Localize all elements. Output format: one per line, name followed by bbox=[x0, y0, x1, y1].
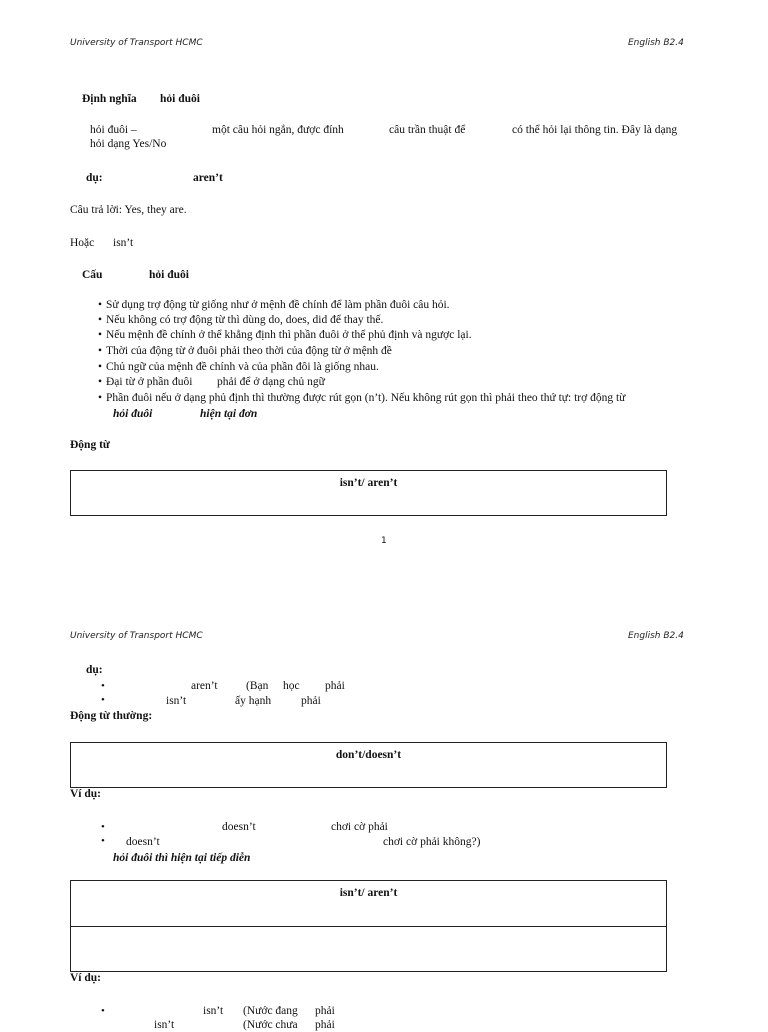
subheading-b: hiện tại đơn bbox=[200, 408, 258, 420]
example4-a: doesn’t bbox=[126, 836, 160, 848]
formula-box-text: don’t/doesn’t bbox=[335, 749, 402, 761]
rule-item: • Phần đuôi nếu ở dạng phủ định thì thường được rút gọn (n’t). Nếu không rút gọn thì phải theo thứ tự: trợ động từ bbox=[106, 391, 625, 405]
rule-item: • Thời của động từ ở đuôi phải theo thời của động từ ở mệnh đề bbox=[106, 344, 392, 358]
example1-b: (Bạn bbox=[246, 680, 269, 692]
rule-item: • Nếu không có trợ động từ thì dùng do, does, did để thay thế. bbox=[106, 313, 383, 327]
bullet: • bbox=[101, 680, 105, 692]
formula-box-text: isn’t/ aren’t bbox=[339, 477, 398, 489]
example2-a: isn’t bbox=[166, 695, 187, 707]
example3-b: chơi cờ phải bbox=[331, 821, 388, 833]
example2-c: phải bbox=[301, 695, 321, 707]
example1-c: học bbox=[283, 680, 300, 692]
definition-line1-d: có thể hỏi lại thông tin. Đây là dạng bbox=[512, 124, 678, 136]
definition-line1-c: câu trần thuật để bbox=[389, 124, 466, 136]
definition-heading-b: hỏi đuôi bbox=[160, 93, 200, 105]
definition-heading-a: Định nghĩa bbox=[82, 93, 137, 105]
formula-box bbox=[70, 470, 667, 516]
example5-b: (Nước đang bbox=[243, 1005, 298, 1017]
bullet: • bbox=[101, 821, 105, 833]
bullet: • bbox=[101, 835, 105, 847]
formula-box bbox=[70, 742, 667, 788]
formula-table bbox=[70, 880, 667, 972]
rule-item: • Sử dụng trợ động từ giống như ở mệnh đề chính để làm phần đuôi câu hỏi. bbox=[106, 298, 450, 312]
definition-line1-a: hỏi đuôi – bbox=[90, 124, 137, 136]
header-right: English B2.4 bbox=[628, 631, 684, 641]
rule-item: • Nếu mệnh đề chính ở thể khẳng định thì phần đuôi ở thể phủ định và ngược lại. bbox=[106, 328, 472, 342]
table-divider bbox=[71, 926, 666, 927]
example2-b: ấy hạnh bbox=[235, 695, 272, 707]
or-isnt: isn’t bbox=[113, 237, 134, 249]
structure-heading-a: Cấu bbox=[82, 269, 103, 281]
example6-b: (Nước chưa bbox=[243, 1019, 298, 1031]
example-label: dụ: bbox=[86, 172, 103, 184]
example-label: Ví dụ: bbox=[70, 972, 101, 984]
structure-heading-b: hỏi đuôi bbox=[149, 269, 189, 281]
definition-line2: hỏi dạng Yes/No bbox=[90, 138, 167, 150]
example-label: Ví dụ: bbox=[70, 788, 101, 800]
example1-a: aren’t bbox=[191, 680, 218, 692]
formula-table-text: isn’t/ aren’t bbox=[339, 887, 398, 899]
continuous-heading: hỏi đuôi thì hiện tại tiếp diễn bbox=[113, 852, 251, 864]
rule-item-6a: • Đại từ ở phần đuôi bbox=[106, 375, 192, 389]
example4-b: chơi cờ phải không?) bbox=[383, 836, 481, 848]
rule-item-6b: phải để ở dạng chủ ngữ bbox=[217, 376, 325, 388]
example-arent: aren’t bbox=[193, 172, 223, 184]
verb-heading: Động từ bbox=[70, 439, 110, 451]
ordinary-verb-heading: Động từ thường: bbox=[70, 710, 153, 722]
or-label: Hoặc bbox=[70, 237, 95, 249]
rule-item: • Chủ ngữ của mệnh đề chính và của phần đôi là giống nhau. bbox=[106, 360, 379, 374]
example3-a: doesn’t bbox=[222, 821, 256, 833]
example-label: dụ: bbox=[86, 664, 103, 676]
example6-c: phải bbox=[315, 1019, 335, 1031]
header-left: University of Transport HCMC bbox=[70, 631, 203, 641]
example5-c: phải bbox=[315, 1005, 335, 1017]
page-number: 1 bbox=[381, 536, 387, 546]
example1-d: phải bbox=[325, 680, 345, 692]
subheading-a: hỏi đuôi bbox=[113, 408, 153, 420]
example5-a: isn’t bbox=[203, 1005, 224, 1017]
bullet: • bbox=[101, 694, 105, 706]
definition-line1-b: một câu hỏi ngắn, được đính bbox=[212, 124, 344, 136]
example6-a: isn’t bbox=[154, 1019, 175, 1031]
header-right: English B2.4 bbox=[628, 38, 684, 48]
answer-text: Câu trả lời: Yes, they are. bbox=[70, 204, 187, 216]
bullet: • bbox=[101, 1005, 105, 1017]
header-left: University of Transport HCMC bbox=[70, 38, 203, 48]
